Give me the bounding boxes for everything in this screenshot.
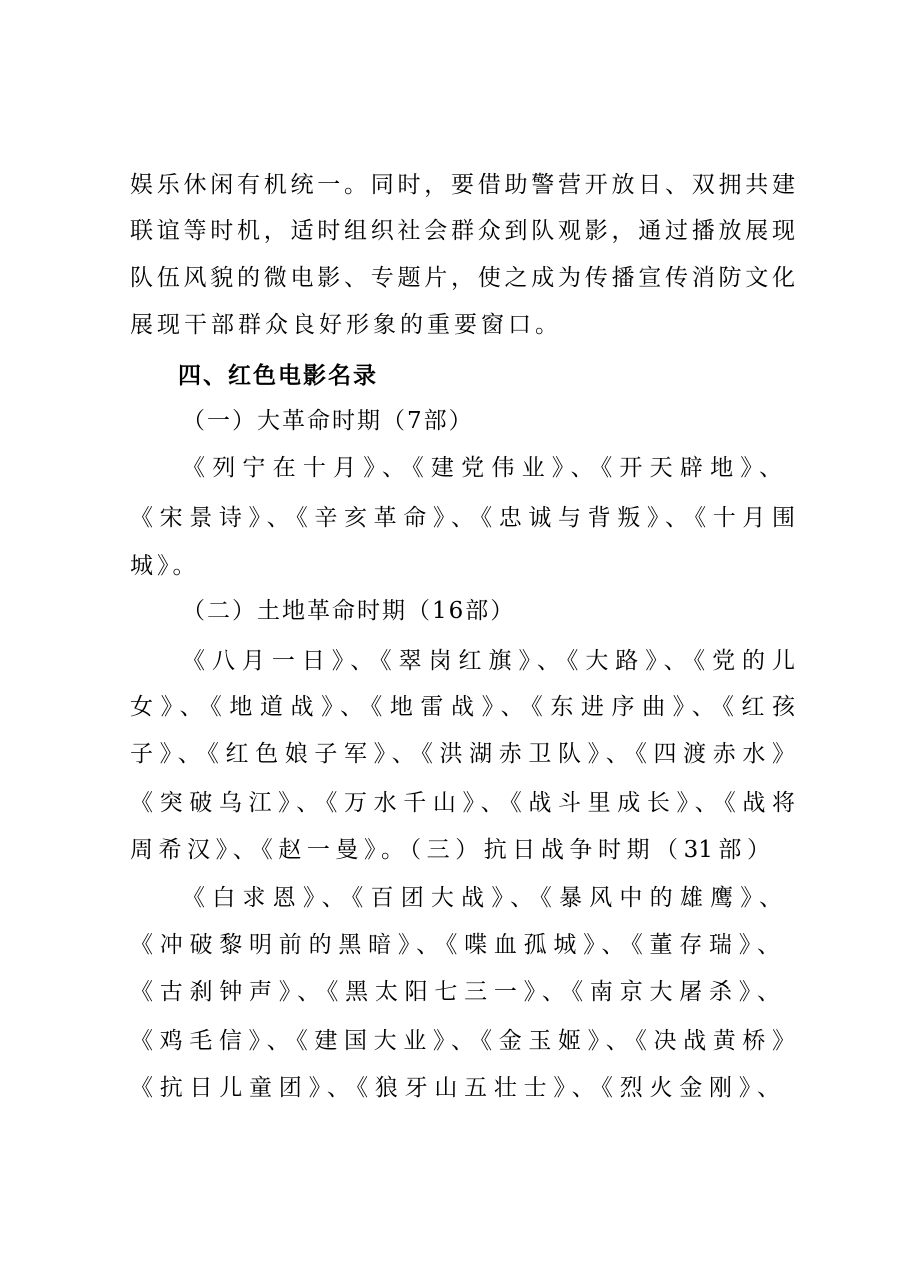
- paragraph-line: 展现干部群众良好形象的重要窗口。: [130, 312, 562, 338]
- film-list-line: 《列宁在十月》、《建党伟业》、《开天辟地》、: [182, 455, 782, 481]
- film-list-line: 城》。: [130, 553, 200, 579]
- film-list-line: 《宋景诗》、《辛亥革命》、《忠诚与背叛》、《十月围: [130, 505, 795, 531]
- paragraph-line: 娱乐休闲有机统一。同时，要借助警营开放日、双拥共建: [130, 172, 795, 198]
- film-list-line: 《八月一日》、《翠岗红旗》、《大路》、《党的儿: [182, 648, 795, 674]
- film-list-line: 女》、《地道战》、《地雷战》、《东进序曲》、《红孩: [130, 694, 795, 720]
- paragraph-line: 队伍风貌的微电影、专题片，使之成为传播宣传消防文化: [130, 265, 795, 291]
- film-list-line: 《白求恩》、《百团大战》、《暴风中的雄鹰》、: [182, 885, 782, 911]
- period-heading: （二）土地革命时期（16部）: [182, 598, 516, 624]
- paragraph-line: 联谊等时机，适时组织社会群众到队观影，通过播放展现: [130, 218, 795, 244]
- film-list-line: 《抗日儿童团》、《狼牙山五壮士》、《烈火金刚》、: [130, 1075, 780, 1101]
- film-list-line: 《冲破黎明前的黑暗》、《喋血孤城》、《董存瑞》、: [130, 932, 780, 958]
- section-heading: 四、红色电影名录: [178, 363, 378, 389]
- film-list-line: 《突破乌江》、《万水千山》、《战斗里成长》、《战将: [130, 790, 795, 816]
- film-list-line: 《鸡毛信》、《建国大业》、《金玉姬》、《决战黄桥》: [130, 1028, 795, 1054]
- film-list-line: 《古刹钟声》、《黑太阳七三一》、《南京大屠杀》、: [130, 979, 780, 1005]
- film-list-line: 子》、《红色娘子军》、《洪湖赤卫队》、《四渡赤水》: [130, 741, 795, 767]
- period-heading: （一）大革命时期（7部）: [182, 408, 474, 434]
- film-list-line: 周希汉》、《赵一曼》。（三）抗日战争时期（31部）: [130, 837, 770, 863]
